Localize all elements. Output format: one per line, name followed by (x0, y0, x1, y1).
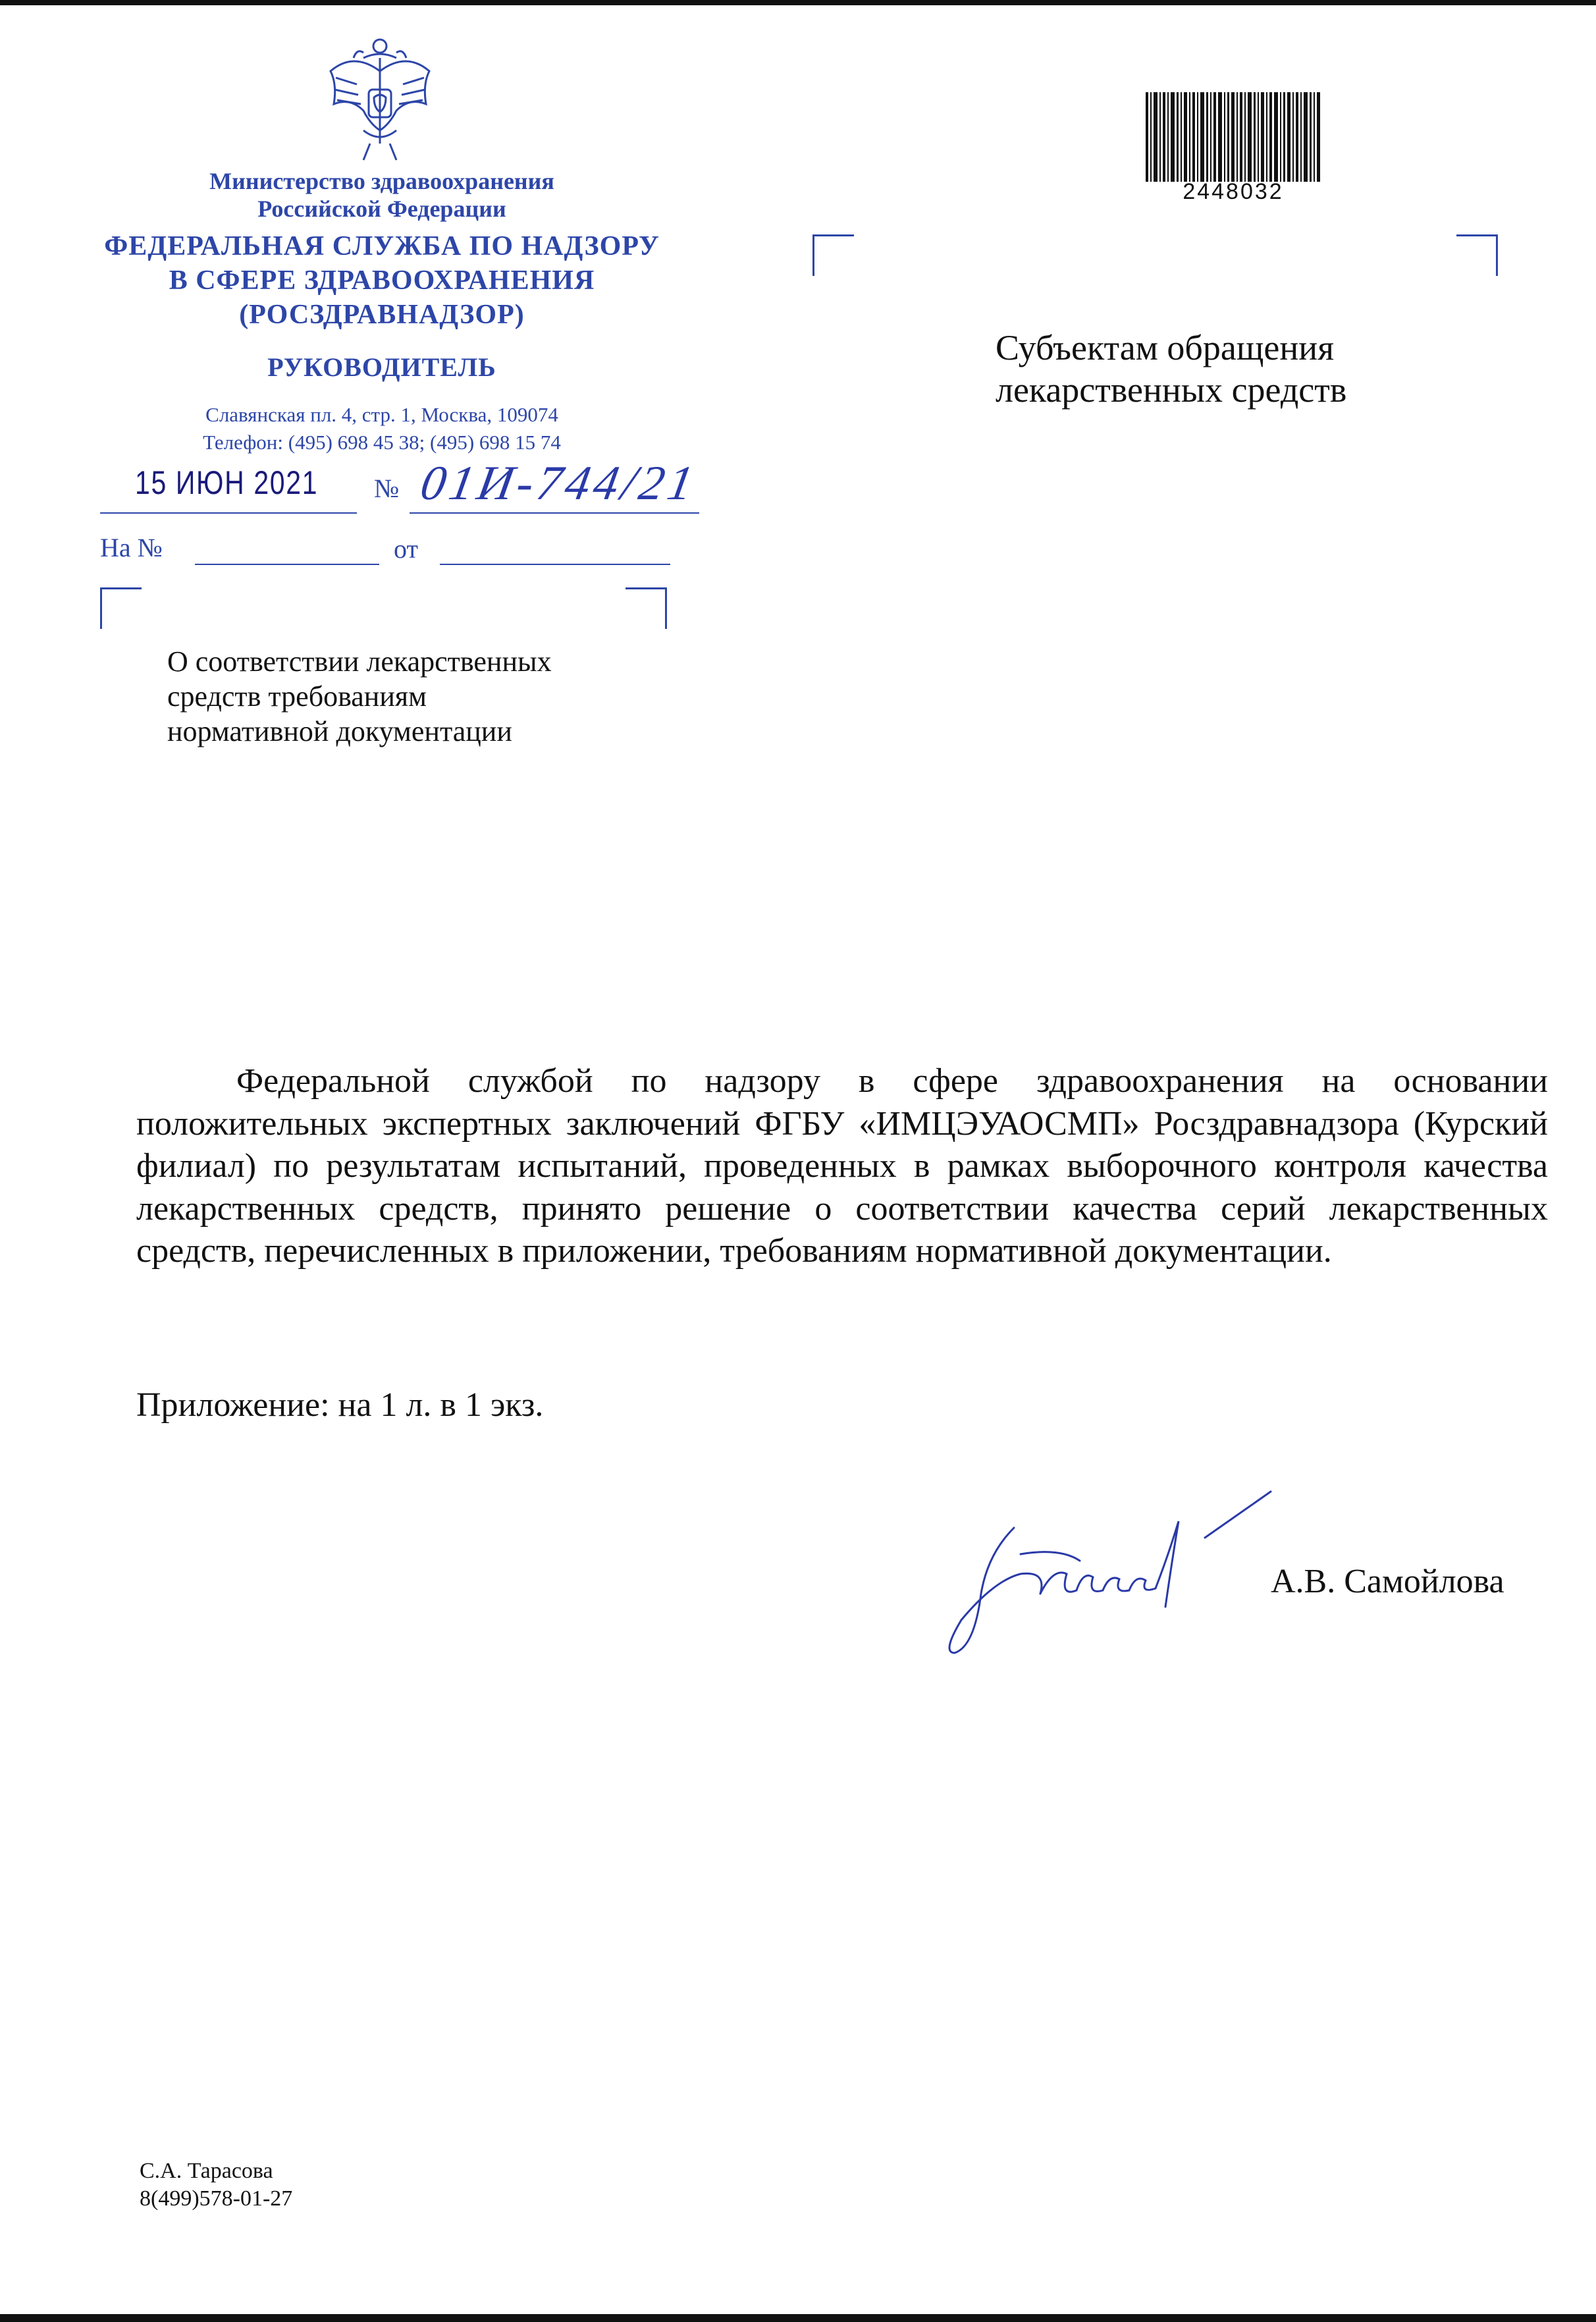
reference-date-blank (440, 564, 670, 565)
subject-corner-right (625, 587, 667, 629)
attachment-note: Приложение: на 1 л. в 1 экз. (136, 1386, 544, 1424)
ministry-name-line1: Министерство здравоохранения (209, 168, 554, 194)
number-sign: № (374, 473, 400, 503)
subject-corner-left (100, 587, 142, 629)
barcode-number: 2448032 (1183, 179, 1284, 204)
executor-name: С.А. Тарасова (140, 2159, 273, 2183)
addressee-corner-left (812, 234, 854, 276)
subject-line: нормативной документации (167, 715, 512, 747)
date-stamp: 15 ИЮН 2021 (135, 464, 319, 501)
service-name-line1: ФЕДЕРАЛЬНАЯ СЛУЖБА ПО НАДЗОРУ (104, 231, 660, 261)
scan-edge-bottom (0, 2314, 1596, 2322)
addressee-line: Субъектам обращения (996, 328, 1335, 367)
reference-number-label: На № (100, 533, 163, 562)
reference-date-label: от (394, 534, 418, 564)
body-paragraph: Федеральной службой по надзору в сфере здравоохранения на основании положительных экспертных заключений ФГБУ «ИМЦЭУАОСМП» Росздравнадзора (Курский филиал) по результатам испытаний, проведенных в рамках выборочного контроля качества лекарственных средств, принято решение о соответствии качества серий лекарственных средств, перечисленных в приложении, требованиям нормативной документации. (136, 1062, 1548, 1270)
scan-edge-top (0, 0, 1596, 5)
date-underline (100, 512, 357, 514)
number-underline (410, 512, 699, 514)
service-name-line3: (РОСЗДРАВНАДЗОР) (239, 300, 525, 330)
addressee-line: лекарственных средств (996, 370, 1347, 410)
letter-subject (167, 644, 552, 749)
signer-name: А.В. Самойлова (1271, 1563, 1504, 1600)
subject-line: О соответствии лекарственных (167, 645, 552, 678)
reference-number-blank (195, 564, 379, 565)
ministry-name-line2: Российской Федерации (257, 196, 506, 222)
head-title: РУКОВОДИТЕЛЬ (267, 352, 496, 382)
barcode (1144, 92, 1322, 182)
service-name-line2: В СФЕРЕ ЗДРАВООХРАНЕНИЯ (169, 265, 595, 296)
executor-phone: 8(499)578-01-27 (140, 2186, 293, 2211)
handwritten-signature (942, 1455, 1284, 1673)
subject-line: средств требованиям (167, 680, 427, 713)
registration-number: 01И-744/21 (416, 456, 701, 510)
coat-of-arms-emblem (317, 32, 442, 163)
letterhead-phone: Телефон: (495) 698 45 38; (495) 698 15 74 (203, 431, 561, 454)
letterhead-address: Славянская пл. 4, стр. 1, Москва, 109074 (205, 403, 558, 426)
executor-info (140, 2157, 292, 2213)
addressee (996, 327, 1346, 411)
addressee-corner-right (1456, 234, 1498, 276)
